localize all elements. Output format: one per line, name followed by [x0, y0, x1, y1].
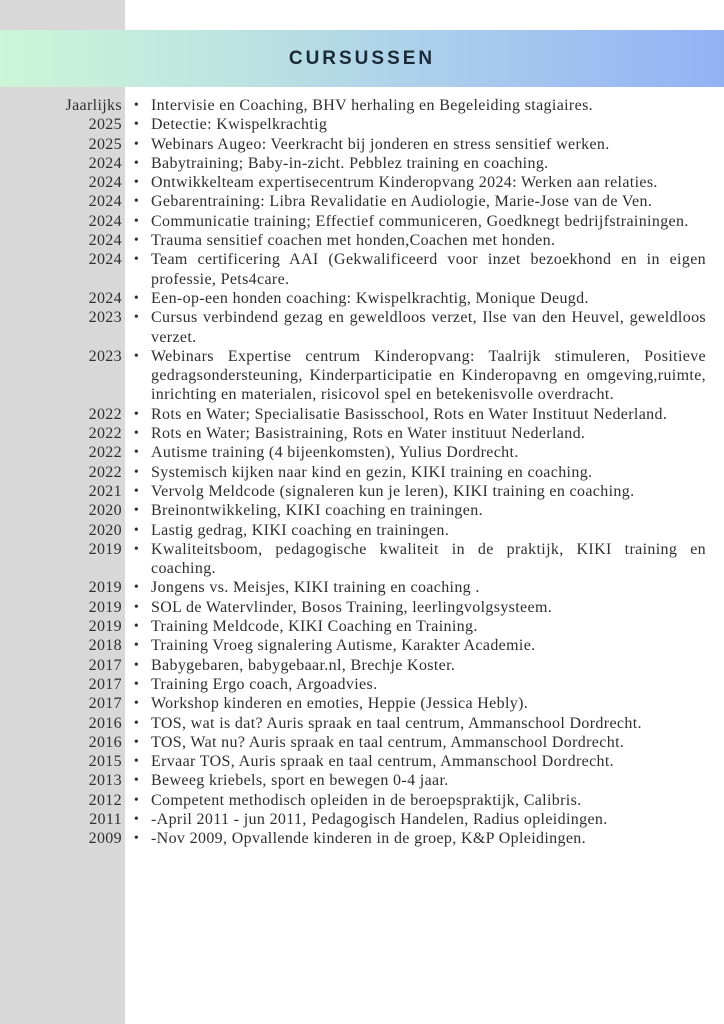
course-description: Breinontwikkeling, KIKI coaching en trainingen. — [151, 502, 483, 520]
course-description: Lastig gedrag, KIKI coaching en trainingen. — [151, 521, 450, 539]
course-year: 2022 — [88, 425, 122, 443]
course-row — [0, 675, 724, 694]
course-year: 2016 — [88, 733, 122, 751]
bullet-icon: • — [133, 580, 140, 596]
course-year: 2020 — [88, 502, 122, 520]
bullet-icon: • — [133, 599, 140, 615]
bullet-icon: • — [133, 175, 140, 191]
course-year: 2025 — [88, 116, 122, 134]
course-year: 2022 — [88, 444, 122, 462]
course-row — [0, 173, 724, 192]
course-year: 2024 — [88, 232, 122, 250]
bullet-icon: • — [133, 348, 140, 364]
course-description: Trauma sensitief coachen met honden,Coachen met honden. — [151, 232, 556, 250]
bullet-icon: • — [133, 522, 140, 538]
course-description: Vervolg Meldcode (signaleren kun je leren), KIKI training en coaching. — [151, 482, 635, 500]
course-description: Communicatie training; Effectief communiceren, Goedknegt bedrijfstrainingen. — [151, 212, 689, 230]
bullet-icon: • — [133, 811, 140, 827]
course-year: 2025 — [88, 135, 122, 153]
course-row — [0, 733, 724, 752]
course-row — [0, 405, 724, 424]
bullet-icon: • — [133, 464, 140, 480]
course-row — [0, 714, 724, 733]
course-year: 2024 — [88, 289, 122, 307]
course-row — [0, 482, 724, 501]
course-row — [0, 347, 724, 405]
course-row — [0, 540, 724, 579]
bullet-icon: • — [133, 406, 140, 422]
course-year: 2024 — [88, 251, 122, 269]
course-year: 2019 — [88, 598, 122, 616]
course-description: Intervisie en Coaching, BHV herhaling en Begeleiding stagiaires. — [151, 97, 593, 114]
course-year: 2024 — [88, 174, 122, 192]
course-row — [0, 771, 724, 790]
bullet-icon: • — [133, 734, 140, 750]
section-title: CURSUSSEN — [288, 47, 436, 69]
bullet-icon: • — [133, 136, 140, 152]
course-row — [0, 96, 724, 115]
course-year: 2015 — [88, 753, 122, 771]
course-year: Jaarlijks — [65, 97, 122, 114]
course-row — [0, 308, 724, 347]
course-description: -April 2011 - jun 2011, Pedagogisch Handelen, Radius opleidingen. — [151, 810, 608, 828]
course-row — [0, 752, 724, 771]
bullet-icon: • — [133, 715, 140, 731]
course-description: Autisme training (4 bijeenkomsten), Yulius Dordrecht. — [151, 444, 519, 462]
course-row — [0, 521, 724, 540]
bullet-icon: • — [133, 657, 140, 673]
course-list — [0, 96, 724, 849]
course-description: Jongens vs. Meisjes, KIKI training en coaching . — [151, 579, 480, 597]
course-year: 2017 — [88, 656, 122, 674]
bullet-icon: • — [133, 483, 140, 499]
bullet-icon: • — [133, 290, 140, 306]
bullet-icon: • — [133, 155, 140, 171]
course-description: Team certificering AAI (Gekwalificeerd voor inzet bezoekhond en in eigen professie, Pets4care. — [151, 251, 706, 288]
bullet-icon: • — [133, 310, 140, 326]
course-row — [0, 443, 724, 462]
course-year: 2024 — [88, 212, 122, 230]
course-description: Systemisch kijken naar kind en gezin, KIKI training en coaching. — [151, 463, 593, 481]
course-row — [0, 463, 724, 482]
course-year: 2024 — [88, 154, 122, 172]
course-description: Beweeg kriebels, sport en bewegen 0-4 jaar. — [151, 772, 449, 790]
bullet-icon: • — [133, 831, 140, 847]
course-year: 2024 — [88, 193, 122, 211]
course-description: Gebarentraining: Libra Revalidatie en Audiologie, Marie-Jose van de Ven. — [151, 193, 653, 211]
course-year: 2016 — [88, 714, 122, 732]
course-description: Training Ergo coach, Argoadvies. — [151, 675, 378, 693]
section-header-banner — [0, 30, 724, 87]
course-description: -Nov 2009, Opvallende kinderen in de groep, K&P Opleidingen. — [151, 830, 586, 848]
course-description: Rots en Water; Basistraining, Rots en Water instituut Nederland. — [151, 425, 586, 443]
course-year: 2011 — [89, 810, 122, 828]
course-year: 2022 — [88, 463, 122, 481]
bullet-icon: • — [133, 541, 140, 557]
course-year: 2022 — [88, 405, 122, 423]
course-row — [0, 598, 724, 617]
course-year: 2013 — [88, 772, 122, 790]
course-description: Babytraining; Baby-in-zicht. Pebblez training en coaching. — [151, 154, 549, 172]
bullet-icon: • — [133, 445, 140, 461]
course-row — [0, 578, 724, 597]
course-description: Training Vroeg signalering Autisme, Karakter Academie. — [151, 637, 536, 655]
course-year: 2019 — [88, 579, 122, 597]
course-row — [0, 135, 724, 154]
course-row — [0, 656, 724, 675]
bullet-icon: • — [133, 696, 140, 712]
course-description: Cursus verbindend gezag en geweldloos verzet, Ilse van den Heuvel, geweldloos verzet. — [151, 309, 706, 346]
course-description: Webinars Augeo: Veerkracht bij jonderen en stress sensitief werken. — [151, 135, 610, 153]
course-year: 2012 — [88, 791, 122, 809]
course-year: 2019 — [88, 618, 122, 636]
course-row — [0, 192, 724, 211]
course-description: Ervaar TOS, Auris spraak en taal centrum, Ammanschool Dordrecht. — [151, 753, 615, 771]
bullet-icon: • — [133, 619, 140, 635]
bullet-icon: • — [133, 638, 140, 654]
course-description: Babygebaren, babygebaar.nl, Brechje Koster. — [151, 656, 456, 674]
course-year: 2017 — [88, 695, 122, 713]
course-description: Training Meldcode, KIKI Coaching en Training. — [151, 618, 478, 636]
course-year: 2019 — [88, 540, 122, 558]
course-row — [0, 115, 724, 134]
course-row — [0, 154, 724, 173]
bullet-icon: • — [133, 194, 140, 210]
course-row — [0, 250, 724, 289]
bullet-icon: • — [133, 426, 140, 442]
course-year: 2021 — [88, 482, 122, 500]
course-year: 2023 — [88, 347, 122, 365]
bullet-icon: • — [133, 792, 140, 808]
course-description: Kwaliteitsboom, pedagogische kwaliteit in de praktijk, KIKI training en coaching. — [151, 540, 706, 578]
course-description: SOL de Watervlinder, Bosos Training, leerlingvolgsysteem. — [151, 598, 553, 616]
course-year: 2023 — [88, 309, 122, 327]
course-description: Workshop kinderen en emoties, Heppie (Jessica Hebly). — [151, 695, 529, 713]
bullet-icon: • — [133, 117, 140, 133]
course-row — [0, 694, 724, 713]
bullet-icon: • — [133, 754, 140, 770]
course-row — [0, 810, 724, 829]
course-description: TOS, wat is dat? Auris spraak en taal centrum, Ammanschool Dordrecht. — [151, 714, 642, 732]
course-description: Een-op-een honden coaching: Kwispelkrachtig, Monique Deugd. — [151, 289, 589, 307]
course-row — [0, 289, 724, 308]
bullet-icon: • — [133, 503, 140, 519]
course-row — [0, 424, 724, 443]
course-row — [0, 791, 724, 810]
course-row — [0, 212, 724, 231]
bullet-icon: • — [133, 252, 140, 268]
course-year: 2020 — [88, 521, 122, 539]
course-description: Detectie: Kwispelkrachtig — [151, 116, 328, 134]
bullet-icon: • — [133, 98, 140, 113]
course-year: 2017 — [88, 675, 122, 693]
course-row — [0, 501, 724, 520]
course-description: Webinars Expertise centrum Kinderopvang: Taalrijk stimuleren, Positieve gedragsondersteuning, Kinderparticipatie en Kinderopavng en omgeving,ruimte, inrichting en materialen, risicovol spel en betekenisvolle overdracht. — [151, 347, 706, 404]
course-year: 2018 — [88, 637, 122, 655]
course-description: Competent methodisch opleiden in de beroepspraktijk, Calibris. — [151, 791, 582, 809]
bullet-icon: • — [133, 773, 140, 789]
bullet-icon: • — [133, 213, 140, 229]
course-row — [0, 636, 724, 655]
bullet-icon: • — [133, 233, 140, 249]
course-row — [0, 829, 724, 848]
course-description: Ontwikkelteam expertisecentrum Kinderopvang 2024: Werken aan relaties. — [151, 174, 658, 192]
course-description: TOS, Wat nu? Auris spraak en taal centrum, Ammanschool Dordrecht. — [151, 733, 625, 751]
course-year: 2009 — [88, 830, 122, 848]
course-row — [0, 617, 724, 636]
course-row — [0, 231, 724, 250]
bullet-icon: • — [133, 676, 140, 692]
course-description: Rots en Water; Specialisatie Basisschool, Rots en Water Instituut Nederland. — [151, 405, 668, 423]
